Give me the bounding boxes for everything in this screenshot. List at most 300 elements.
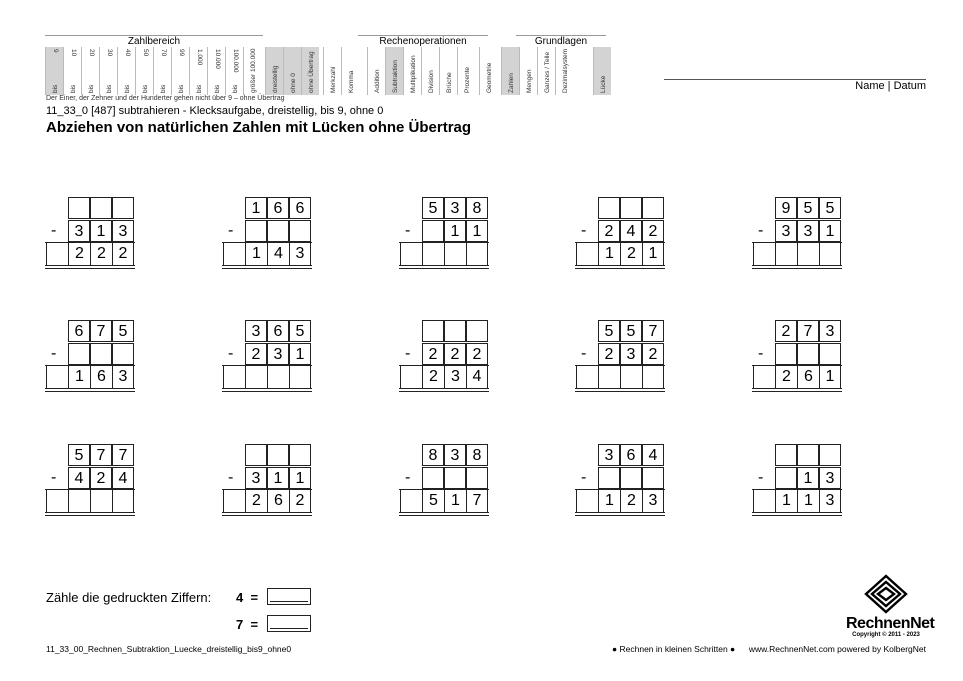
sum-line [399, 242, 489, 243]
minus-sign: - [581, 345, 587, 362]
logo-copyright: Copyright © 2011 - 2023 [852, 632, 920, 638]
logo-name: RechnenNet [846, 615, 935, 632]
blank-digit-cell[interactable] [90, 343, 112, 365]
count-label: Zähle die gedruckten Ziffern: [46, 590, 212, 605]
digit-cell: 3 [819, 490, 841, 512]
sum-line [752, 242, 842, 243]
blank-digit-cell[interactable] [598, 197, 620, 219]
blank-digit-cell[interactable] [289, 366, 311, 388]
name-date-label: Name | Datum [855, 80, 926, 92]
header-column-label: Ganzes / Teile [543, 51, 551, 93]
digit-cell: 7 [466, 490, 488, 512]
result-lead-cell [753, 243, 775, 265]
subtraction-problem [752, 320, 843, 392]
header-column [537, 47, 555, 95]
blank-digit-cell[interactable] [90, 490, 112, 512]
header-column-label: bis [195, 84, 203, 93]
blank-digit-cell[interactable] [289, 220, 311, 242]
digit-cell: 2 [90, 243, 112, 265]
digit-cell: 6 [267, 490, 289, 512]
sum-line [575, 242, 665, 243]
digit-cell: 2 [642, 343, 664, 365]
result-lead-cell [46, 243, 68, 265]
header-column-label: bis [141, 84, 149, 93]
subtraction-problem [222, 320, 313, 392]
header-column-label: bis [231, 84, 239, 93]
blank-digit-cell[interactable] [267, 220, 289, 242]
digit-cell: 3 [289, 243, 311, 265]
result-lead-cell [400, 243, 422, 265]
header-column [153, 47, 171, 95]
digit-cell: 5 [422, 490, 444, 512]
subtraction-problem [399, 197, 490, 269]
blank-digit-cell[interactable] [775, 243, 797, 265]
digit-cell: 1 [245, 197, 267, 219]
header-column-label: bis [69, 84, 77, 93]
digit-cell: 3 [819, 320, 841, 342]
digit-cell: 3 [245, 467, 267, 489]
digit-cell: 1 [775, 490, 797, 512]
blank-digit-cell[interactable] [112, 197, 134, 219]
header-column-label: bis [123, 84, 131, 93]
sum-line [752, 365, 842, 366]
header-column [403, 47, 421, 95]
blank-digit-cell[interactable] [797, 243, 819, 265]
subtraction-problem [222, 197, 313, 269]
digit-cell: 1 [797, 467, 819, 489]
blank-digit-cell[interactable] [68, 490, 90, 512]
header-column-label: Brüche [445, 72, 453, 93]
header-column-label: bis [87, 84, 95, 93]
digit-cell: 5 [620, 320, 642, 342]
digit-cell: 6 [289, 197, 311, 219]
digit-cell: 1 [797, 490, 819, 512]
blank-digit-cell[interactable] [112, 343, 134, 365]
digit-cell: 1 [90, 220, 112, 242]
header-column-label: dreistellig [271, 65, 279, 93]
header-column-top-label: 20 [87, 49, 95, 57]
sum-line [222, 242, 312, 243]
count-answer-box-7[interactable] [267, 615, 311, 632]
header-column [207, 47, 225, 95]
header-column-label: Lücke [599, 75, 607, 93]
result-underline [752, 265, 842, 266]
result-double-underline [752, 515, 842, 516]
digit-cell: 2 [444, 343, 466, 365]
digit-cell: 8 [422, 444, 444, 466]
digit-cell: 2 [620, 490, 642, 512]
subtraction-problem [575, 197, 666, 269]
subtraction-problem [575, 320, 666, 392]
header-column-top-label: 40 [123, 49, 131, 57]
worksheet-title: Abziehen von natürlichen Zahlen mit Lücken ohne Übertrag [46, 119, 472, 136]
result-underline [45, 388, 135, 389]
header-column-label: Prozente [463, 66, 471, 93]
header-column [81, 47, 99, 95]
header-column-top-label: 50 [141, 49, 149, 57]
digit-cell: 5 [112, 320, 134, 342]
blank-digit-cell[interactable] [642, 467, 664, 489]
minus-sign: - [405, 469, 411, 486]
result-double-underline [399, 391, 489, 392]
header-column-label: Subtraktion [391, 60, 399, 93]
header-column-label: Merkzahl [329, 66, 337, 93]
header-column [323, 47, 341, 95]
digit-cell: 5 [289, 320, 311, 342]
footer-slogan: ● Rechnen in kleinen Schritten ● [612, 644, 736, 654]
sum-line [399, 489, 489, 490]
blank-digit-cell[interactable] [422, 243, 444, 265]
digit-cell: 7 [90, 444, 112, 466]
header-column-top-label: 10 [69, 49, 77, 57]
digit-cell: 3 [444, 444, 466, 466]
header-column-label: Addition [373, 69, 381, 93]
digit-cell: 1 [466, 220, 488, 242]
worksheet-code: 11_33_0 [487] subtrahieren - Klecksaufgabe, dreistellig, bis 9, ohne 0 [46, 105, 384, 117]
blank-digit-cell[interactable] [289, 444, 311, 466]
blank-digit-cell[interactable] [797, 343, 819, 365]
digit-cell: 2 [289, 490, 311, 512]
digit-cell: 3 [112, 220, 134, 242]
result-double-underline [752, 391, 842, 392]
sum-line [222, 365, 312, 366]
blank-digit-cell[interactable] [642, 197, 664, 219]
result-lead-cell [576, 243, 598, 265]
header-column [63, 47, 81, 95]
header-column [189, 47, 207, 95]
result-underline [752, 512, 842, 513]
result-underline [575, 512, 665, 513]
digit-cell: 2 [598, 220, 620, 242]
minus-sign: - [51, 345, 57, 362]
digit-cell: 1 [245, 243, 267, 265]
digit-cell: 1 [598, 243, 620, 265]
header-column-label: bis [213, 84, 221, 93]
minus-sign: - [758, 222, 764, 239]
digit-cell: 1 [819, 366, 841, 388]
blank-digit-cell[interactable] [466, 243, 488, 265]
digit-cell: 1 [642, 243, 664, 265]
digit-cell: 1 [68, 366, 90, 388]
header-group-zahlbereich: Zahlbereich [127, 36, 181, 47]
digit-cell: 2 [466, 343, 488, 365]
result-lead-cell [223, 490, 245, 512]
blank-digit-cell[interactable] [819, 444, 841, 466]
result-lead-cell [400, 366, 422, 388]
digit-cell: 2 [642, 220, 664, 242]
digit-cell: 6 [90, 366, 112, 388]
sum-line [752, 489, 842, 490]
result-lead-cell [46, 366, 68, 388]
digit-cell: 7 [112, 444, 134, 466]
digit-cell: 1 [267, 467, 289, 489]
digit-cell: 9 [775, 197, 797, 219]
result-lead-cell [46, 490, 68, 512]
digit-cell: 5 [422, 197, 444, 219]
result-double-underline [575, 268, 665, 269]
result-underline [575, 388, 665, 389]
result-double-underline [222, 391, 312, 392]
blank-digit-cell[interactable] [90, 197, 112, 219]
blank-digit-cell[interactable] [598, 366, 620, 388]
digit-cell: 2 [112, 243, 134, 265]
blank-digit-cell[interactable] [598, 467, 620, 489]
digit-cell: 3 [112, 366, 134, 388]
result-lead-cell [400, 490, 422, 512]
result-lead-cell [753, 490, 775, 512]
header-column-label: Mengen [525, 69, 533, 93]
blank-digit-cell[interactable] [422, 220, 444, 242]
result-double-underline [575, 515, 665, 516]
result-underline [399, 265, 489, 266]
digit-cell: 7 [90, 320, 112, 342]
subtraction-problem [222, 444, 313, 516]
sum-line [45, 365, 135, 366]
digit-cell: 4 [620, 220, 642, 242]
digit-cell: 2 [775, 320, 797, 342]
blank-digit-cell[interactable] [775, 343, 797, 365]
result-underline [222, 265, 312, 266]
blank-digit-cell[interactable] [68, 197, 90, 219]
header-column-label: bis [177, 84, 185, 93]
digit-cell: 3 [797, 220, 819, 242]
minus-sign: - [405, 222, 411, 239]
header-column [519, 47, 537, 95]
result-underline [752, 388, 842, 389]
header-column-label: bis [105, 84, 113, 93]
subtraction-problem [45, 197, 136, 269]
minus-sign: - [228, 345, 234, 362]
result-double-underline [45, 515, 135, 516]
digit-cell: 3 [444, 197, 466, 219]
header-column [171, 47, 189, 95]
digit-cell: 4 [112, 467, 134, 489]
header-column-top-label: 30 [105, 49, 113, 57]
header-column [479, 47, 497, 95]
header-column-label: bis [159, 84, 167, 93]
result-lead-cell [576, 490, 598, 512]
digit-cell: 3 [598, 444, 620, 466]
sum-line [45, 489, 135, 490]
header-column [283, 47, 301, 95]
footer-website: www.RechnenNet.com powered by KolbergNet [748, 644, 926, 654]
header-column-label: Dezimalsystem [561, 48, 569, 93]
blank-digit-cell[interactable] [620, 197, 642, 219]
header-column [135, 47, 153, 95]
sum-line [399, 365, 489, 366]
blank-digit-cell[interactable] [245, 220, 267, 242]
result-double-underline [399, 515, 489, 516]
header-column-label: Komma [347, 70, 355, 93]
digit-cell: 3 [775, 220, 797, 242]
subtraction-problem [575, 444, 666, 516]
result-double-underline [752, 268, 842, 269]
result-double-underline [45, 391, 135, 392]
minus-sign: - [405, 345, 411, 362]
digit-cell: 3 [267, 343, 289, 365]
minus-sign: - [228, 469, 234, 486]
digit-cell: 4 [267, 243, 289, 265]
digit-cell: 5 [797, 197, 819, 219]
blank-digit-cell[interactable] [775, 444, 797, 466]
header-column [421, 47, 439, 95]
result-double-underline [222, 515, 312, 516]
subtraction-problem [752, 444, 843, 516]
header-column-label: Multiplikation [409, 55, 417, 93]
digit-cell: 1 [289, 467, 311, 489]
header-column [439, 47, 457, 95]
count-answer-box-4[interactable] [267, 588, 311, 605]
header-group-grundlagen: Grundlagen [534, 36, 588, 47]
blank-digit-cell[interactable] [245, 444, 267, 466]
digit-cell: 7 [642, 320, 664, 342]
minus-sign: - [581, 469, 587, 486]
header-column [243, 47, 261, 95]
blank-digit-cell[interactable] [466, 467, 488, 489]
result-underline [575, 265, 665, 266]
subtraction-problem [45, 320, 136, 392]
sum-line [45, 242, 135, 243]
sum-line [575, 489, 665, 490]
digit-cell: 1 [444, 490, 466, 512]
header-column [45, 47, 63, 95]
digit-cell: 7 [797, 320, 819, 342]
footer-filename: 11_33_00_Rechnen_Subtraktion_Luecke_dreistellig_bis9_ohne0 [46, 644, 292, 654]
header-column [385, 47, 403, 95]
blank-digit-cell[interactable] [422, 467, 444, 489]
digit-cell: 1 [289, 343, 311, 365]
header-column [341, 47, 359, 95]
header-column [593, 47, 611, 95]
blank-digit-cell[interactable] [466, 320, 488, 342]
header-column [225, 47, 243, 95]
digit-cell: 6 [620, 444, 642, 466]
digit-cell: 4 [642, 444, 664, 466]
header-column [501, 47, 519, 95]
header-column [367, 47, 385, 95]
blank-digit-cell[interactable] [620, 366, 642, 388]
blank-digit-cell[interactable] [775, 467, 797, 489]
header-column [117, 47, 135, 95]
header-column [265, 47, 283, 95]
header-column [301, 47, 319, 95]
blank-digit-cell[interactable] [642, 366, 664, 388]
result-double-underline [399, 268, 489, 269]
digit-cell: 3 [444, 366, 466, 388]
result-underline [399, 388, 489, 389]
header-column [99, 47, 117, 95]
minus-sign: - [51, 222, 57, 239]
header-column [457, 47, 475, 95]
blank-digit-cell[interactable] [444, 467, 466, 489]
digit-cell: 8 [466, 197, 488, 219]
header-column-top-label: 9 [51, 49, 59, 53]
result-lead-cell [223, 243, 245, 265]
result-double-underline [45, 268, 135, 269]
logo-mark-icon [864, 574, 908, 614]
result-double-underline [222, 268, 312, 269]
blank-digit-cell[interactable] [620, 467, 642, 489]
digit-cell: 3 [245, 320, 267, 342]
header-column-label: Geometrie [485, 62, 493, 93]
digit-cell: 5 [598, 320, 620, 342]
minus-sign: - [581, 222, 587, 239]
sum-line [575, 365, 665, 366]
header-column-label: Division [427, 70, 435, 93]
header-column-top-label: 99 [177, 49, 185, 57]
blank-digit-cell[interactable] [68, 343, 90, 365]
digit-cell: 3 [68, 220, 90, 242]
header-column-label: Zahlen [507, 73, 515, 93]
digit-cell: 2 [598, 343, 620, 365]
digit-cell: 2 [90, 467, 112, 489]
result-underline [45, 512, 135, 513]
digit-cell: 1 [444, 220, 466, 242]
digit-cell: 6 [797, 366, 819, 388]
digit-cell: 6 [68, 320, 90, 342]
digit-cell: 2 [422, 366, 444, 388]
digit-cell: 3 [819, 467, 841, 489]
digit-cell: 2 [775, 366, 797, 388]
blank-digit-cell[interactable] [422, 320, 444, 342]
result-underline [222, 388, 312, 389]
rechennet-logo [846, 574, 935, 642]
header-column [555, 47, 573, 95]
blank-digit-cell[interactable] [797, 444, 819, 466]
digit-cell: 4 [466, 366, 488, 388]
digit-cell: 2 [620, 243, 642, 265]
header-column-top-label: 70 [159, 49, 167, 57]
header-column-top-label: 100.000 [231, 49, 239, 73]
subtraction-problem [399, 444, 490, 516]
result-lead-cell [753, 366, 775, 388]
blank-digit-cell[interactable] [112, 490, 134, 512]
blank-digit-cell[interactable] [444, 243, 466, 265]
header-column-top-label: 10.000 [213, 49, 221, 69]
result-double-underline [575, 391, 665, 392]
digit-cell: 6 [267, 320, 289, 342]
digit-cell: 5 [819, 197, 841, 219]
minus-sign: - [51, 469, 57, 486]
result-lead-cell [223, 366, 245, 388]
subtraction-problem [399, 320, 490, 392]
blank-digit-cell[interactable] [819, 243, 841, 265]
result-underline [222, 512, 312, 513]
result-lead-cell [576, 366, 598, 388]
header-column-label: ohne 0 [289, 73, 297, 93]
blank-digit-cell[interactable] [444, 320, 466, 342]
blank-digit-cell[interactable] [819, 343, 841, 365]
minus-sign: - [228, 222, 234, 239]
blank-digit-cell[interactable] [245, 366, 267, 388]
digit-cell: 3 [642, 490, 664, 512]
digit-cell: 2 [245, 490, 267, 512]
digit-cell: 2 [68, 243, 90, 265]
digit-cell: 1 [598, 490, 620, 512]
blank-digit-cell[interactable] [267, 444, 289, 466]
count-digit-7: 7 = [236, 617, 259, 632]
subtraction-problem [45, 444, 136, 516]
blank-digit-cell[interactable] [267, 366, 289, 388]
digit-cell: 6 [267, 197, 289, 219]
minus-sign: - [758, 345, 764, 362]
sum-line [222, 489, 312, 490]
digit-cell: 3 [620, 343, 642, 365]
digit-cell: 1 [819, 220, 841, 242]
digit-cell: 2 [422, 343, 444, 365]
digit-cell: 4 [68, 467, 90, 489]
count-digit-4: 4 = [236, 590, 259, 605]
